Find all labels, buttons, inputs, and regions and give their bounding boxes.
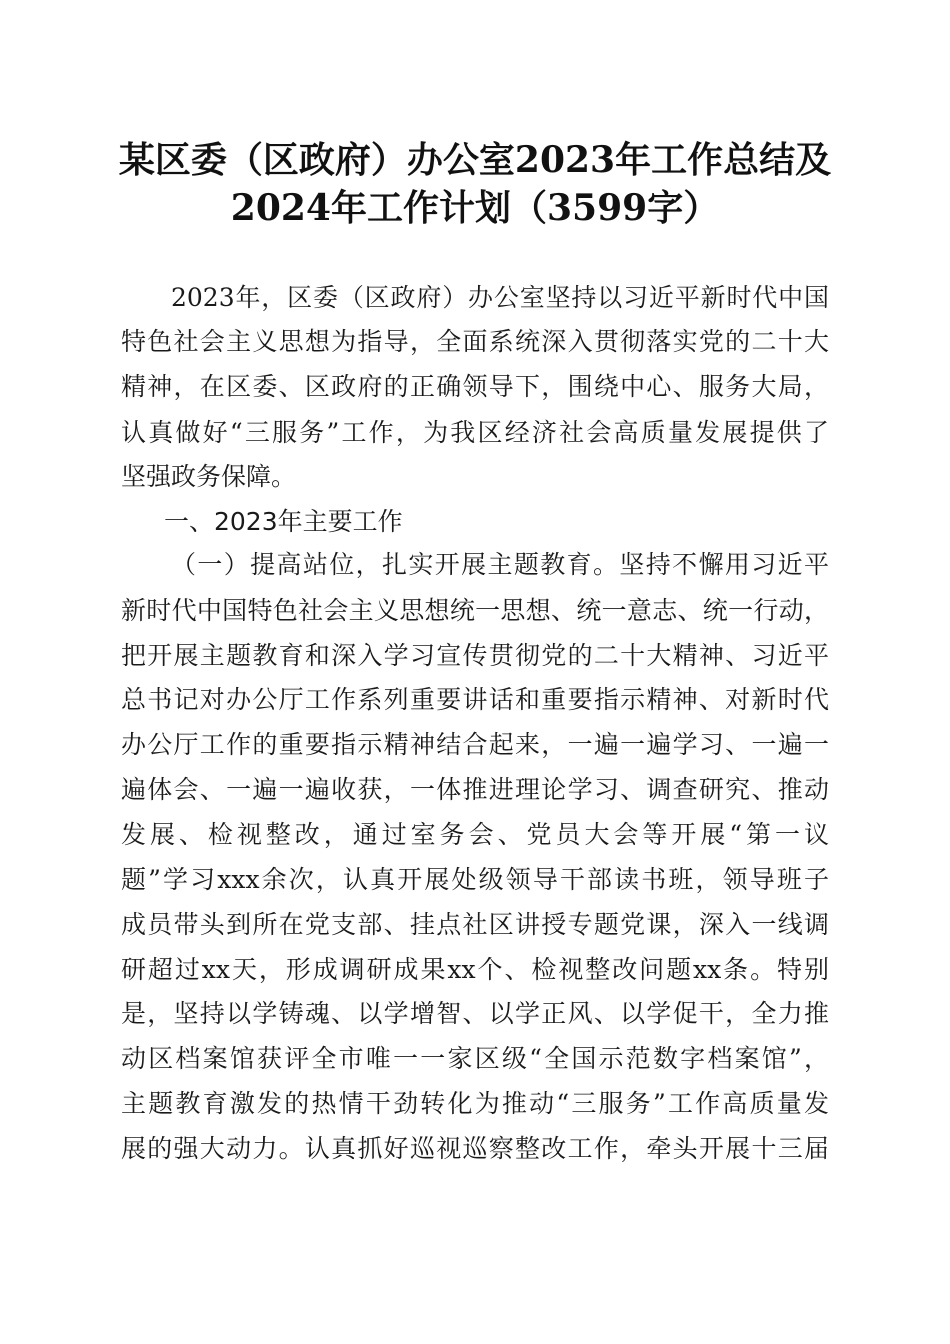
section-line: 新时代中国特色社会主义思想统一思想、统一意志、统一行动， (121, 596, 829, 625)
section-line: 办公厅工作的重要指示精神结合起来，一遍一遍学习、一遍一 (121, 730, 829, 759)
intro-line: 特色社会主义思想为指导，全面系统深入贯彻落实党的二十大 (121, 327, 829, 356)
section-line: 发展、检视整改，通过室务会、党员大会等开展“第一议 (121, 820, 829, 849)
section-line: 成员带头到所在党支部、挂点社区讲授专题党课，深入一线调 (121, 910, 829, 939)
document-title-line-1: 某区委（区政府）办公室2023年工作总结及 (118, 139, 832, 181)
section-line: 动区档案馆获评全市唯一一家区级“全国示范数字档案馆”， (121, 1044, 829, 1073)
section-line: （一）提高站位，扎实开展主题教育。坚持不懈用习近平 (171, 550, 829, 579)
section-line: 把开展主题教育和深入学习宣传贯彻党的二十大精神、习近平 (121, 641, 829, 670)
section-line: 总书记对办公厅工作系列重要讲话和重要指示精神、对新时代 (121, 685, 829, 714)
section-line: 题”学习xxx余次，认真开展处级领导干部读书班，领导班子 (121, 865, 829, 894)
section-line: 展的强大动力。认真抓好巡视巡察整改工作，牵头开展十三届 (121, 1134, 829, 1163)
intro-line: 2023年，区委（区政府）办公室坚持以习近平新时代中国 (171, 283, 829, 312)
intro-line: 认真做好“三服务”工作，为我区经济社会高质量发展提供了 (121, 418, 829, 447)
intro-line: 坚强政务保障。 (121, 462, 297, 491)
section-line: 研超过xx天，形成调研成果xx个、检视整改问题xx条。特别 (121, 955, 829, 984)
section-line: 遍体会、一遍一遍收获，一体推进理论学习、调查研究、推动 (121, 775, 829, 804)
document-title-line-2: 2024年工作计划（3599字） (230, 187, 720, 229)
section-heading: 一、2023年主要工作 (164, 507, 403, 536)
intro-line: 精神，在区委、区政府的正确领导下，围绕中心、服务大局， (121, 372, 829, 401)
section-line: 主题教育激发的热情干劲转化为推动“三服务”工作高质量发 (121, 1089, 829, 1118)
section-line: 是，坚持以学铸魂、以学增智、以学正风、以学促干，全力推 (121, 999, 829, 1028)
